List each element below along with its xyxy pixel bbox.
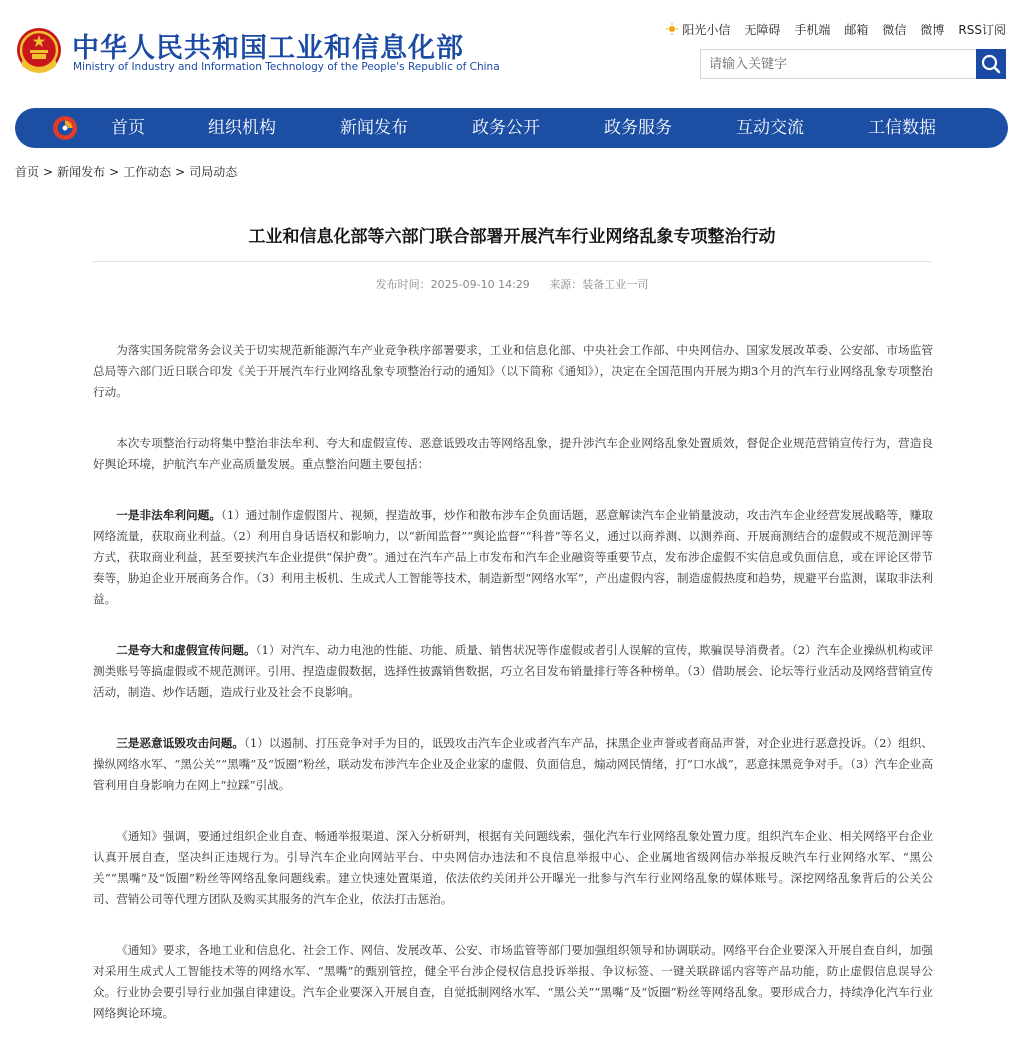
top-link-wechat[interactable]: 微信 bbox=[882, 23, 907, 37]
article-paragraph bbox=[93, 640, 933, 703]
paragraph-text: （1）对汽车、动力电池的性能、功能、质量、销售状况等作虚假或者引人误解的宣传，欺骗误导消费者。（2）汽车企业操纵机构或评测类账号等搞虚假或不规范测评。引用、捏造虚假数据，选择性披露销售数据，巧立名目发布销量排行等各种榜单。（3）借助展会、论坛等行业活动及网络营销宣传活动，制造、炒作话题，造成行业及社会不良影响。 bbox=[93, 643, 933, 699]
paragraph-text: 《通知》强调，要通过组织企业自查、畅通举报渠道、深入分析研判，根据有关问题线索，强化汽车行业网络乱象处置力度。组织汽车企业、相关网络平台企业认真开展自查，坚决纠正违规行为。引导汽车企业向网站平台、中央网信办违法和不良信息举报中心、企业属地省级网信办举报反映汽车行业网络水军、“黑公关”“黑嘴”及“饭圈”粉丝等网络乱象问题线索。建立快速处置渠道，依法依约关闭并公开曝光一批参与汽车行业网络乱象的媒体账号。深挖网络乱象背后的公关公司、营销公司等代理方团队及购买其服务的汽车企业，依法打击惩治。 bbox=[93, 829, 933, 906]
article-paragraph bbox=[93, 505, 933, 610]
breadcrumb-home[interactable]: 首页 bbox=[15, 165, 40, 179]
article-title: 工业和信息化部等六部门联合部署开展汽车行业网络乱象专项整治行动 bbox=[248, 227, 776, 247]
nav-home[interactable]: 首页 bbox=[111, 118, 145, 138]
national-emblem-icon[interactable] bbox=[16, 26, 62, 78]
top-link-rss[interactable]: RSS订阅 bbox=[958, 23, 1006, 37]
paragraph-text: （1）通过制作虚假图片、视频，捏造故事，炒作和散布涉车企负面话题，恶意解读汽车企业销量波动，攻击汽车企业经营发展战略等，赚取网络流量，获取商业利益。（2）利用自身话语权和影响力，以“新闻监督”“舆论监督”“科普”等名义，通过以商养测、以测养商、开展商测结合的虚假或不规范测评等方式，获取商业利益，甚至要挟汽车企业提供“保护费”。通过在汽车产品上市发布和汽车企业融资等重要节点，发布涉企虚假不实信息或负面信息，或在评论区带节奏等，胁迫企业开展商务合作。（3）利用主板机、生成式人工智能等技术，制造新型“网络水军”，产出虚假内容，制造虚假热度和趋势，规避平台监测，谋取非法利益。 bbox=[93, 508, 933, 606]
title-divider bbox=[93, 261, 931, 262]
site-header bbox=[0, 0, 1024, 100]
search-bar bbox=[700, 49, 1006, 81]
site-name-en[interactable]: Ministry of Industry and Information Technology of the People's Republic of China bbox=[73, 61, 500, 73]
search-input[interactable] bbox=[700, 49, 976, 79]
site-name-cn[interactable]: 中华人民共和国工业和信息化部 bbox=[72, 33, 464, 64]
breadcrumb-work-updates[interactable]: 工作动态 bbox=[123, 165, 172, 179]
article-paragraph bbox=[93, 340, 933, 403]
paragraph-text: （1）以遏制、打压竞争对手为目的，诋毁攻击汽车企业或者汽车产品，抹黑企业声誉或者商品声誉，对企业进行恶意投诉。（2）组织、操纵网络水军、“黑公关”“黑嘴”及“饭圈”粉丝，联动发布涉汽车企业及企业家的虚假、负面信息，煽动网民情绪，打“口水战”，恶意抹黑竞争对手。（3）汽车企业高管利用自身影响力在网上“拉踩”引战。 bbox=[93, 736, 933, 792]
paragraph-text: 为落实国务院常务会议关于切实规范新能源汽车产业竞争秩序部署要求，工业和信息化部、中央社会工作部、中央网信办、国家发展改革委、公安部、市场监管总局等六部门近日联合印发《关于开展汽车行业网络乱象专项整治行动的通知》（以下简称《通知》），决定在全国范围内开展为期3个月的汽车行业网络乱象专项整治行动。 bbox=[93, 343, 933, 399]
main-nav bbox=[15, 108, 1008, 148]
top-links bbox=[666, 21, 1006, 38]
publish-time: 发布时间：2025-09-10 14:29 bbox=[375, 278, 530, 291]
article-paragraph bbox=[93, 826, 933, 910]
sun-icon bbox=[666, 23, 678, 35]
nav-government-services[interactable]: 政务服务 bbox=[604, 118, 672, 138]
top-link-accessibility[interactable]: 无障碍 bbox=[744, 23, 781, 37]
article-body bbox=[93, 340, 933, 1054]
nav-news[interactable]: 新闻发布 bbox=[340, 118, 408, 138]
paragraph-text: 本次专项整治行动将集中整治非法牟利、夸大和虚假宣传、恶意诋毁攻击等网络乱象，提升涉汽车企业网络乱象处置质效，督促企业规范营销宣传行为，营造良好舆论环境，护航汽车产业高质量发展。重点整治问题主要包括： bbox=[93, 436, 933, 471]
breadcrumb-separator: > bbox=[175, 165, 186, 179]
top-link-mail[interactable]: 邮箱 bbox=[844, 23, 869, 37]
search-icon bbox=[976, 49, 1006, 79]
breadcrumb-department-updates[interactable]: 司局动态 bbox=[189, 165, 238, 179]
top-link-label: 阳光小信 bbox=[682, 23, 731, 37]
miit-logo-icon[interactable] bbox=[51, 114, 79, 142]
nav-data[interactable]: 工信数据 bbox=[868, 118, 936, 138]
article-paragraph bbox=[93, 433, 933, 475]
nav-government-affairs[interactable]: 政务公开 bbox=[472, 118, 540, 138]
top-link-sunshine[interactable] bbox=[666, 21, 730, 38]
breadcrumb-separator: > bbox=[43, 165, 54, 179]
paragraph-text: 《通知》要求，各地工业和信息化、社会工作、网信、发展改革、公安、市场监管等部门要加强组织领导和协调联动。网络平台企业要深入开展自查自纠，加强对采用生成式人工智能技术等的网络水军、“黑嘴”的甄别管控，健全平台涉企侵权信息投诉举报、争议标签、一键关联辟谣内容等产品功能，防止虚假信息误导公众。行业协会要引导行业加强自律建设。汽车企业要深入开展自查，自觉抵制网络水军、“黑公关”“黑嘴”及“饭圈”粉丝等网络乱象。要形成合力，持续净化汽车行业网络舆论环境。 bbox=[93, 943, 933, 1020]
search-button[interactable] bbox=[976, 49, 1006, 79]
nav-organization[interactable]: 组织机构 bbox=[208, 118, 276, 138]
breadcrumb-news[interactable]: 新闻发布 bbox=[57, 165, 106, 179]
top-link-mobile[interactable]: 手机端 bbox=[794, 23, 831, 37]
article-paragraph bbox=[93, 733, 933, 796]
article-paragraph bbox=[93, 940, 933, 1024]
article-source: 来源：装备工业一司 bbox=[549, 278, 649, 291]
article-meta bbox=[0, 276, 1024, 292]
breadcrumb-separator: > bbox=[109, 165, 120, 179]
top-link-weibo[interactable]: 微博 bbox=[920, 23, 945, 37]
nav-interaction[interactable]: 互动交流 bbox=[736, 118, 804, 138]
paragraph-lead: 三是恶意诋毁攻击问题。 bbox=[116, 736, 245, 750]
breadcrumb bbox=[15, 163, 237, 180]
paragraph-lead: 二是夸大和虚假宣传问题。 bbox=[116, 643, 256, 657]
paragraph-lead: 一是非法牟利问题。 bbox=[116, 508, 221, 522]
